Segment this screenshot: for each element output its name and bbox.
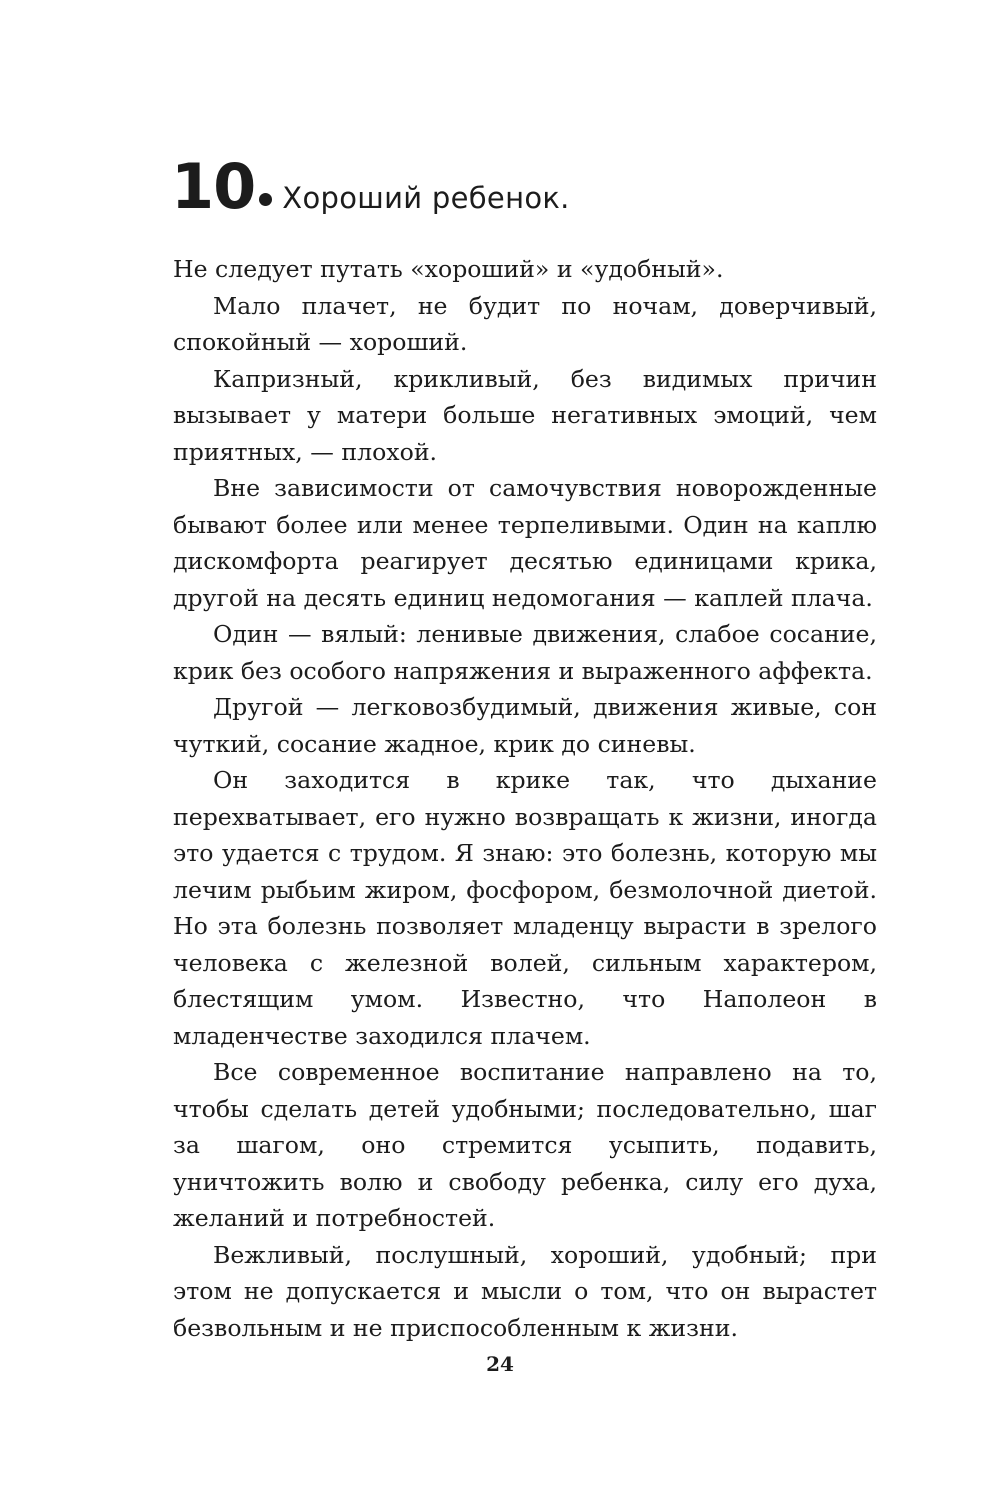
paragraph: Один — вялый: ленивые движения, слабое сосание, крик без особого напряжения и выраженного аффекта. bbox=[173, 620, 877, 685]
page-number: 24 bbox=[486, 1352, 514, 1376]
paragraph: Другой — легковозбудимый, движения живые, сон чуткий, сосание жадное, крик до синевы. bbox=[173, 693, 877, 758]
paragraph: Не следует путать «хороший» и «удобный». bbox=[173, 255, 724, 283]
chapter-number: 10 bbox=[171, 150, 256, 223]
paragraph: Вежливый, послушный, хороший, удобный; при этом не допускается и мысли о том, что он вырастет безвольным и не приспособленным к жизни. bbox=[173, 1240, 877, 1342]
chapter-heading bbox=[171, 150, 891, 223]
paragraph: Он заходится в крике так, что дыхание перехватывает, его нужно возвращать к жизни, иногда это удается с трудом. Я знаю: это болезнь, которую мы лечим рыбьим жиром, фосфором, безмолочной диетой. Но эта болезнь позволяет младенцу вырасти в зрелого человека с железной волей, сильным характером, блестящим умом. Известно, что Наполеон в младенчестве заходился плачем. bbox=[173, 766, 877, 1050]
bullet-dot-icon bbox=[259, 193, 272, 206]
body-text bbox=[173, 251, 877, 1346]
paragraph: Вне зависимости от самочувствия новорожденные бывают более или менее терпеливыми. Один на каплю дискомфорта реагирует десятью единицами крика, другой на десять единиц недомогания — каплей плача. bbox=[173, 474, 877, 612]
paragraph: Все современное воспитание направлено на то, чтобы сделать детей удобными; последовательно, шаг за шагом, оно стремится усыпить, подавить, уничтожить волю и свободу ребенка, силу его духа, желаний и потребностей. bbox=[173, 1058, 877, 1232]
paragraph: Мало плачет, не будит по ночам, доверчивый, спокойный — хороший. bbox=[173, 291, 877, 356]
paragraph: Капризный, крикливый, без видимых причин вызывает у матери больше негативных эмоций, чем приятных, — плохой. bbox=[173, 364, 877, 466]
chapter-title: Хороший ребенок. bbox=[282, 181, 570, 215]
